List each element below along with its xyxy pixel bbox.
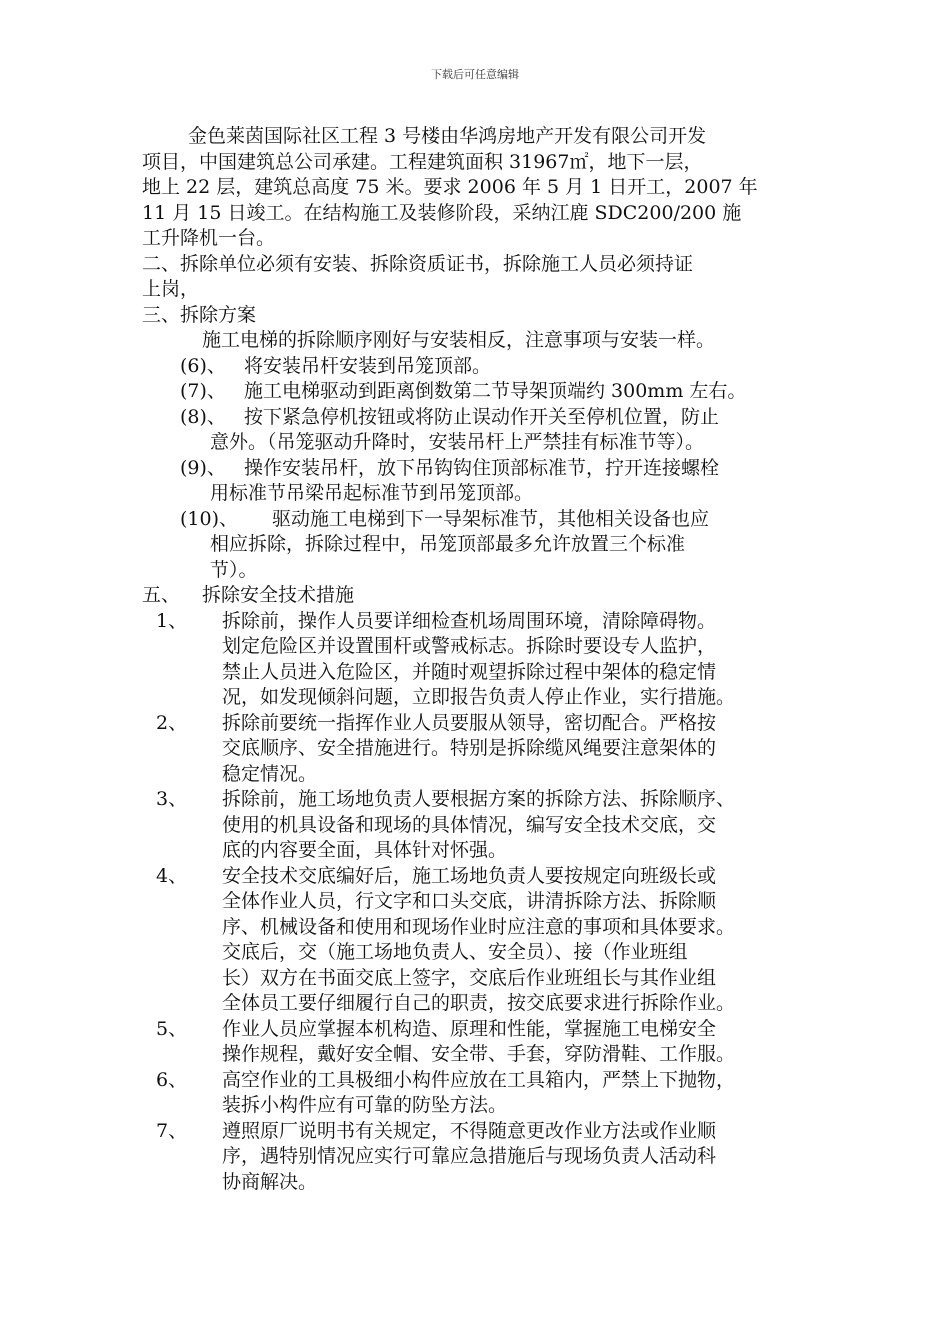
measure-line: 长）双方在书面交底上签字，交底后作业班组长与其作业组 xyxy=(222,966,717,989)
plan-step xyxy=(142,405,822,456)
measure-item xyxy=(142,609,822,711)
section-2-line: 二、拆除单位必须有安装、拆除资质证书，拆除施工人员必须持证 xyxy=(142,252,694,275)
intro-paragraph xyxy=(142,124,822,252)
plan-step xyxy=(142,354,822,380)
measure-line: 划定危险区并设置围杆或警戒标志。拆除时要设专人监护， xyxy=(222,635,717,657)
plan-step-text xyxy=(210,507,710,584)
measure-line: 使用的机具设备和现场的具体情况，编写安全技术交底，交 xyxy=(222,813,717,836)
measure-number: 1、 xyxy=(156,609,188,632)
measure-line: 序，遇特别情况应实行可靠应急措施后与现场负责人活动科 xyxy=(222,1145,717,1167)
plan-step-number: (7)、 xyxy=(180,380,226,402)
measure-item xyxy=(142,1017,822,1068)
measure-text xyxy=(222,864,822,1017)
measure-line: 稳定情况。 xyxy=(222,762,318,785)
measure-line: 遵照原厂说明书有关规定，不得随意更改作业方法或作业顺 xyxy=(222,1119,717,1142)
measure-number: 2、 xyxy=(156,711,188,734)
measure-item xyxy=(142,1068,822,1119)
plan-step xyxy=(142,507,822,584)
plan-step-text xyxy=(210,456,720,507)
intro-line: 项目，中国建筑总公司承建。工程建筑面积 31967㎡，地下一层， xyxy=(142,150,703,173)
document-body xyxy=(142,124,822,1195)
section-3-intro: 施工电梯的拆除顺序刚好与安装相反，注意事项与安装一样。 xyxy=(202,329,716,351)
plan-step-line: 意外。（吊笼驱动升降时，安装吊杆上严禁挂有标准节等）。 xyxy=(210,431,705,453)
intro-line: 11 月 15 日竣工。在结构施工及装修阶段，采纳江鹿 SDC200/200 施 xyxy=(142,201,742,224)
measure-text xyxy=(222,609,822,711)
measure-item xyxy=(142,787,822,864)
measure-line: 拆除前要统一指挥作业人员要服从领导，密切配合。严格按 xyxy=(222,711,717,734)
measure-line: 全体作业人员，行文字和口头交底，讲清拆除方法、拆除顺 xyxy=(222,890,717,912)
plan-step-line: 节）。 xyxy=(210,558,258,581)
measure-text xyxy=(222,1119,822,1196)
plan-step-number: (10)、 xyxy=(180,507,239,530)
plan-step-line: 用标准节吊梁吊起标准节到吊笼顶部。 xyxy=(210,482,534,504)
section-5 xyxy=(142,583,822,1195)
measure-number: 4、 xyxy=(156,864,188,887)
measure-number: 7、 xyxy=(156,1119,188,1142)
measure-line: 协商解决。 xyxy=(222,1170,318,1193)
section-5-heading xyxy=(142,583,822,609)
measure-line: 底的内容要全面，具体针对怀强。 xyxy=(222,839,508,861)
plan-step xyxy=(142,379,822,405)
plan-step-line: 按下紧急停机按钮或将防止误动作开关至停机位置，防止 xyxy=(244,405,720,428)
measure-line: 拆除前，施工场地负责人要根据方案的拆除方法、拆除顺序、 xyxy=(222,788,736,810)
plan-step-text xyxy=(244,379,746,405)
section-2-paragraph xyxy=(142,252,822,303)
intro-line: 地上 22 层，建筑总高度 75 米。要求 2006 年 5 月 1 日开工，2007 年 xyxy=(142,176,758,198)
measure-line: 拆除前，操作人员要详细检查机场周围环境，清除障碍物。 xyxy=(222,609,717,632)
measure-number: 3、 xyxy=(156,788,188,810)
measure-line: 装拆小构件应有可靠的防坠方法。 xyxy=(222,1094,508,1116)
measure-number: 6、 xyxy=(156,1068,188,1091)
section-3-title: 三、拆除方案 xyxy=(142,303,257,326)
plan-step-number: (6)、 xyxy=(180,354,226,377)
measure-line: 高空作业的工具极细小构件应放在工具箱内，严禁上下抛物， xyxy=(222,1068,736,1091)
plan-step-text xyxy=(210,405,720,456)
measure-item xyxy=(142,864,822,1017)
measure-item xyxy=(142,711,822,788)
plan-step-number: (9)、 xyxy=(180,456,226,479)
section-2-line: 上岗， xyxy=(142,278,200,300)
plan-step-line: 相应拆除，拆除过程中，吊笼顶部最多允许放置三个标准 xyxy=(210,533,686,555)
section-3 xyxy=(142,303,822,584)
plan-step-line: 施工电梯驱动到距离倒数第二节导架顶端约 300mm 左右。 xyxy=(244,380,747,402)
measure-line: 况，如发现倾斜问题，立即报告负责人停止作业，实行措施。 xyxy=(222,686,736,708)
measure-number: 5、 xyxy=(156,1017,188,1040)
measure-item xyxy=(142,1119,822,1196)
measure-line: 序、机械设备和使用和现场作业时应注意的事项和具体要求。 xyxy=(222,915,736,938)
plan-step-line: 将安装吊杆安装到吊笼顶部。 xyxy=(244,354,492,377)
measure-text xyxy=(222,1068,822,1119)
plan-step-line: 操作安装吊杆，放下吊钩钩住顶部标准节，拧开连接螺栓 xyxy=(244,456,720,479)
section-5-title: 拆除安全技术措施 xyxy=(202,584,355,606)
plan-step-number: (8)、 xyxy=(180,405,226,428)
measure-text xyxy=(222,1017,822,1068)
plan-step-line: 驱动施工电梯到下一导架标准节，其他相关设备也应 xyxy=(272,507,710,530)
measure-text xyxy=(222,711,822,788)
measure-line: 安全技术交底编好后，施工场地负责人要按规定向班级长或 xyxy=(222,864,717,887)
section-5-number: 五、 xyxy=(142,584,181,606)
page-header-note: 下载后可任意编辑 xyxy=(431,68,519,81)
measure-line: 禁止人员进入危险区，并随时观望拆除过程中架体的稳定情 xyxy=(222,660,717,683)
plan-step-text xyxy=(244,354,491,380)
measure-line: 交底顺序、安全措施进行。特别是拆除缆风绳要注意架体的 xyxy=(222,737,717,759)
measure-text xyxy=(222,787,822,864)
intro-line: 工升降机一台。 xyxy=(142,227,276,249)
measure-line: 交底后，交（施工场地负责人、安全员）、接（作业班组 xyxy=(222,941,688,963)
intro-line: 金色莱茵国际社区工程 3 号楼由华鸿房地产开发有限公司开发 xyxy=(188,125,707,147)
measure-line: 全体员工要仔细履行自己的职责，按交底要求进行拆除作业。 xyxy=(222,992,736,1014)
plan-step xyxy=(142,456,822,507)
measure-line: 操作规程，戴好安全帽、安全带、手套，穿防滑鞋、工作服。 xyxy=(222,1043,736,1065)
measure-line: 作业人员应掌握本机构造、原理和性能，掌握施工电梯安全 xyxy=(222,1017,717,1040)
